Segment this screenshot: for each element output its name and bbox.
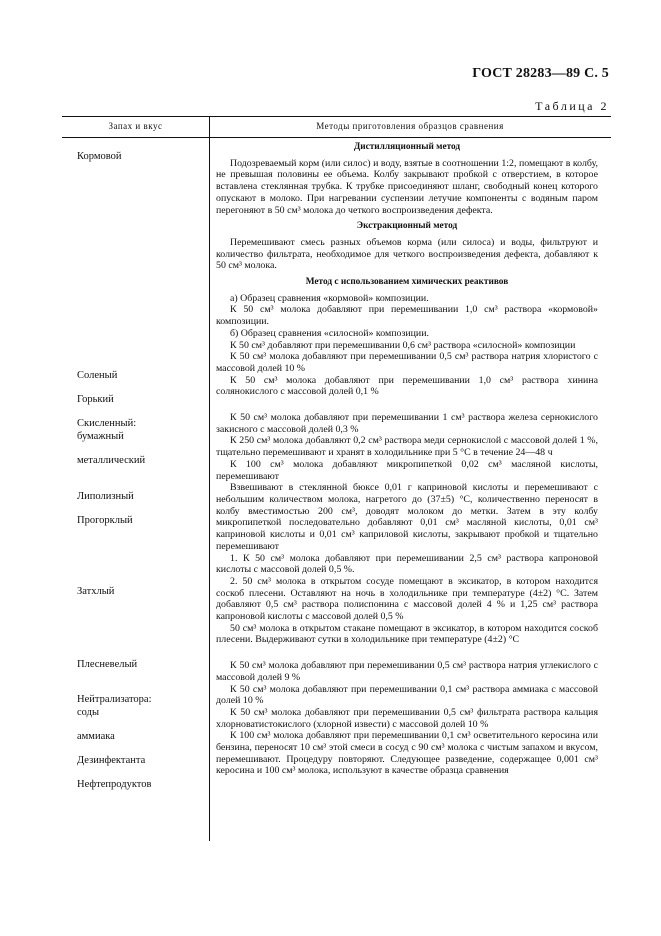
paper-method: К 50 см³ молока добавляют при перемешивании 1 см³ раствора железа сернокислого закисного с массовой долей 0,3 % xyxy=(216,412,598,435)
label-ammonia: аммиака xyxy=(77,731,115,742)
bitter-method: К 50 см³ молока добавляют при перемешивании 1,0 см³ раствора хинина солянокислого с массовой долей 0,1 % xyxy=(216,374,598,398)
disinfectant-method: К 50 см³ молока добавляют при перемешивании 0,5 см³ фильтрата раствора кальция хлорноватистокислого (хлорной извести) с массовой долей 10 % xyxy=(216,706,598,730)
label-salty: Соленый xyxy=(77,370,118,381)
salty-method: К 50 см³ молока добавляют при перемешивании 0,5 см³ раствора натрия хлористого с массовой долей 10 % xyxy=(216,351,598,374)
musty-method-2: 2. 50 см³ молока в открытом сосуде помещают в эксикатор, в котором находится соскоб плесени. Оставляют на ночь в холодильнике при температуре (4±2) °С. Затем добавляют 0,5 см³ раствора полиспонина с массовой долей 4 % и 1,25 см³ раствора капроновой кислоты с массовой долей 0,5 % xyxy=(216,575,598,623)
column-header-methods: Методы приготовления образцов сравнения xyxy=(316,121,504,131)
label-moldy: Плесневелый xyxy=(77,659,138,670)
label-petroleum: Нефтепродуктов xyxy=(77,779,152,790)
rancid-method: Взвешивают в стеклянной бюксе 0,01 г каприновой кислоты и перемешивают с небольшим количеством молока, нагретого до (37±5) °С, количественно переносят в колбу вместимостью 200 см³, доводят молоком до метки. Затем в эту колбу микропипеткой последовательно добавляют 0,01 см³ масляной кислоты, 0,01 см³ каприновой кислоты и 0,01 см³ каприловой кислоты, закрывают пробкой и тщательно перемешивают xyxy=(216,482,598,552)
methods-column xyxy=(216,140,598,777)
label-rancid: Прогорклый xyxy=(77,515,133,526)
table-header-rule xyxy=(62,137,611,138)
label-soda: соды xyxy=(77,707,100,718)
label-neutralizer: Нейтрализатора: xyxy=(77,694,152,705)
label-paper: бумажный xyxy=(77,431,124,442)
distillation-text: Подозреваемый корм (или силос) и воду, взятые в соотношении 1:2, помещают в колбу, не превышая половины ее объема. Колбу закрывают пробкой с отверстием, в которое вставлена стеклянная трубка. К трубке присоединяют шланг, свободный конец которого опускают в молоко. При нагревании суспензии летучие компоненты с водяным паром перегоняют в 50 см³ молока до четкого воспроизведения дефекта. xyxy=(216,157,598,216)
metallic-method: К 250 см³ молока добавляют 0,2 см³ раствора меди сернокислой с массовой долей 1 %, тщательно перемешивают и хранят в холодильнике при 5 °С в течение 24—48 ч xyxy=(216,435,598,459)
extraction-text: Перемешивают смесь разных объемов корма (или силоса) и воды, фильтруют и количество фильтрата, необходимое для четкого воспроизведения дефекта, добавляют к 50 см³ молока. xyxy=(216,236,598,272)
column-header-odor: Запах и вкус xyxy=(108,121,163,131)
moldy-method: 50 см³ молока в открытом стакане помещают в эксикатор, в котором находится соскоб плесени. Выдерживают сутки в холодильнике при температуре (4±2) °С xyxy=(216,622,598,646)
table-caption: Таблица 2 xyxy=(535,99,609,113)
label-lipolytic: Липолизный xyxy=(77,491,134,502)
lipolytic-method: К 100 см³ молока добавляют микропипеткой 0,02 см³ масляной кислоты, перемешивают xyxy=(216,458,598,482)
chemical-silage-title: б) Образец сравнения «силосной» композиции. xyxy=(230,327,429,339)
doc-reference: ГОСТ 28283—89 С. 5 xyxy=(472,66,609,81)
table-top-rule xyxy=(62,116,611,117)
column-divider xyxy=(209,137,210,841)
chemical-feed-text: К 50 см³ молока добавляют при перемешивании 1,0 см³ раствора «кормовой» композиции. xyxy=(216,304,598,328)
chemical-feed-title: а) Образец сравнения «кормовой» композиции. xyxy=(230,292,429,304)
label-oxidized: Скисленный: xyxy=(77,418,137,429)
label-musty: Затхлый xyxy=(77,586,115,597)
ammonia-method: К 50 см³ молока добавляют при перемешивании 0,1 см³ раствора аммиака с массовой долей 10 % xyxy=(216,683,598,707)
label-bitter: Горький xyxy=(77,394,114,405)
chemical-silage-text: К 50 см³ добавляют при перемешивании 0,6 см³ раствора «силосной» композиции xyxy=(230,339,576,351)
label-disinfectant: Дезинфектанта xyxy=(77,755,146,766)
chemical-heading: Метод с использованием химических реактивов xyxy=(305,277,509,288)
distillation-heading: Дистилляционный метод xyxy=(353,142,461,152)
label-feed: Кормовой xyxy=(77,151,122,162)
petroleum-method: К 100 см³ молока добавляют при перемешивании 0,1 см³ осветительного керосина или бензина, переносят 10 см³ этой смеси в сосуд с 90 см³ молока с чистым запахом и вкусом, перемешивают. Процедуру повторяют. Следующее разведение, содержащее 0,001 см³ керосина и 100 см³ молока, используют в качестве образца сравнения xyxy=(216,730,598,777)
musty-method-1: 1. К 50 см³ молока добавляют при перемешивании 2,5 см³ раствора капроновой кислоты с массовой долей 0,5 %. xyxy=(216,552,598,576)
soda-method: К 50 см³ молока добавляют при перемешивании 0,5 см³ раствора натрия углекислого с массовой долей 9 % xyxy=(216,660,598,683)
extraction-heading: Экстракционный метод xyxy=(356,221,458,232)
label-metallic: металлический xyxy=(77,455,146,466)
